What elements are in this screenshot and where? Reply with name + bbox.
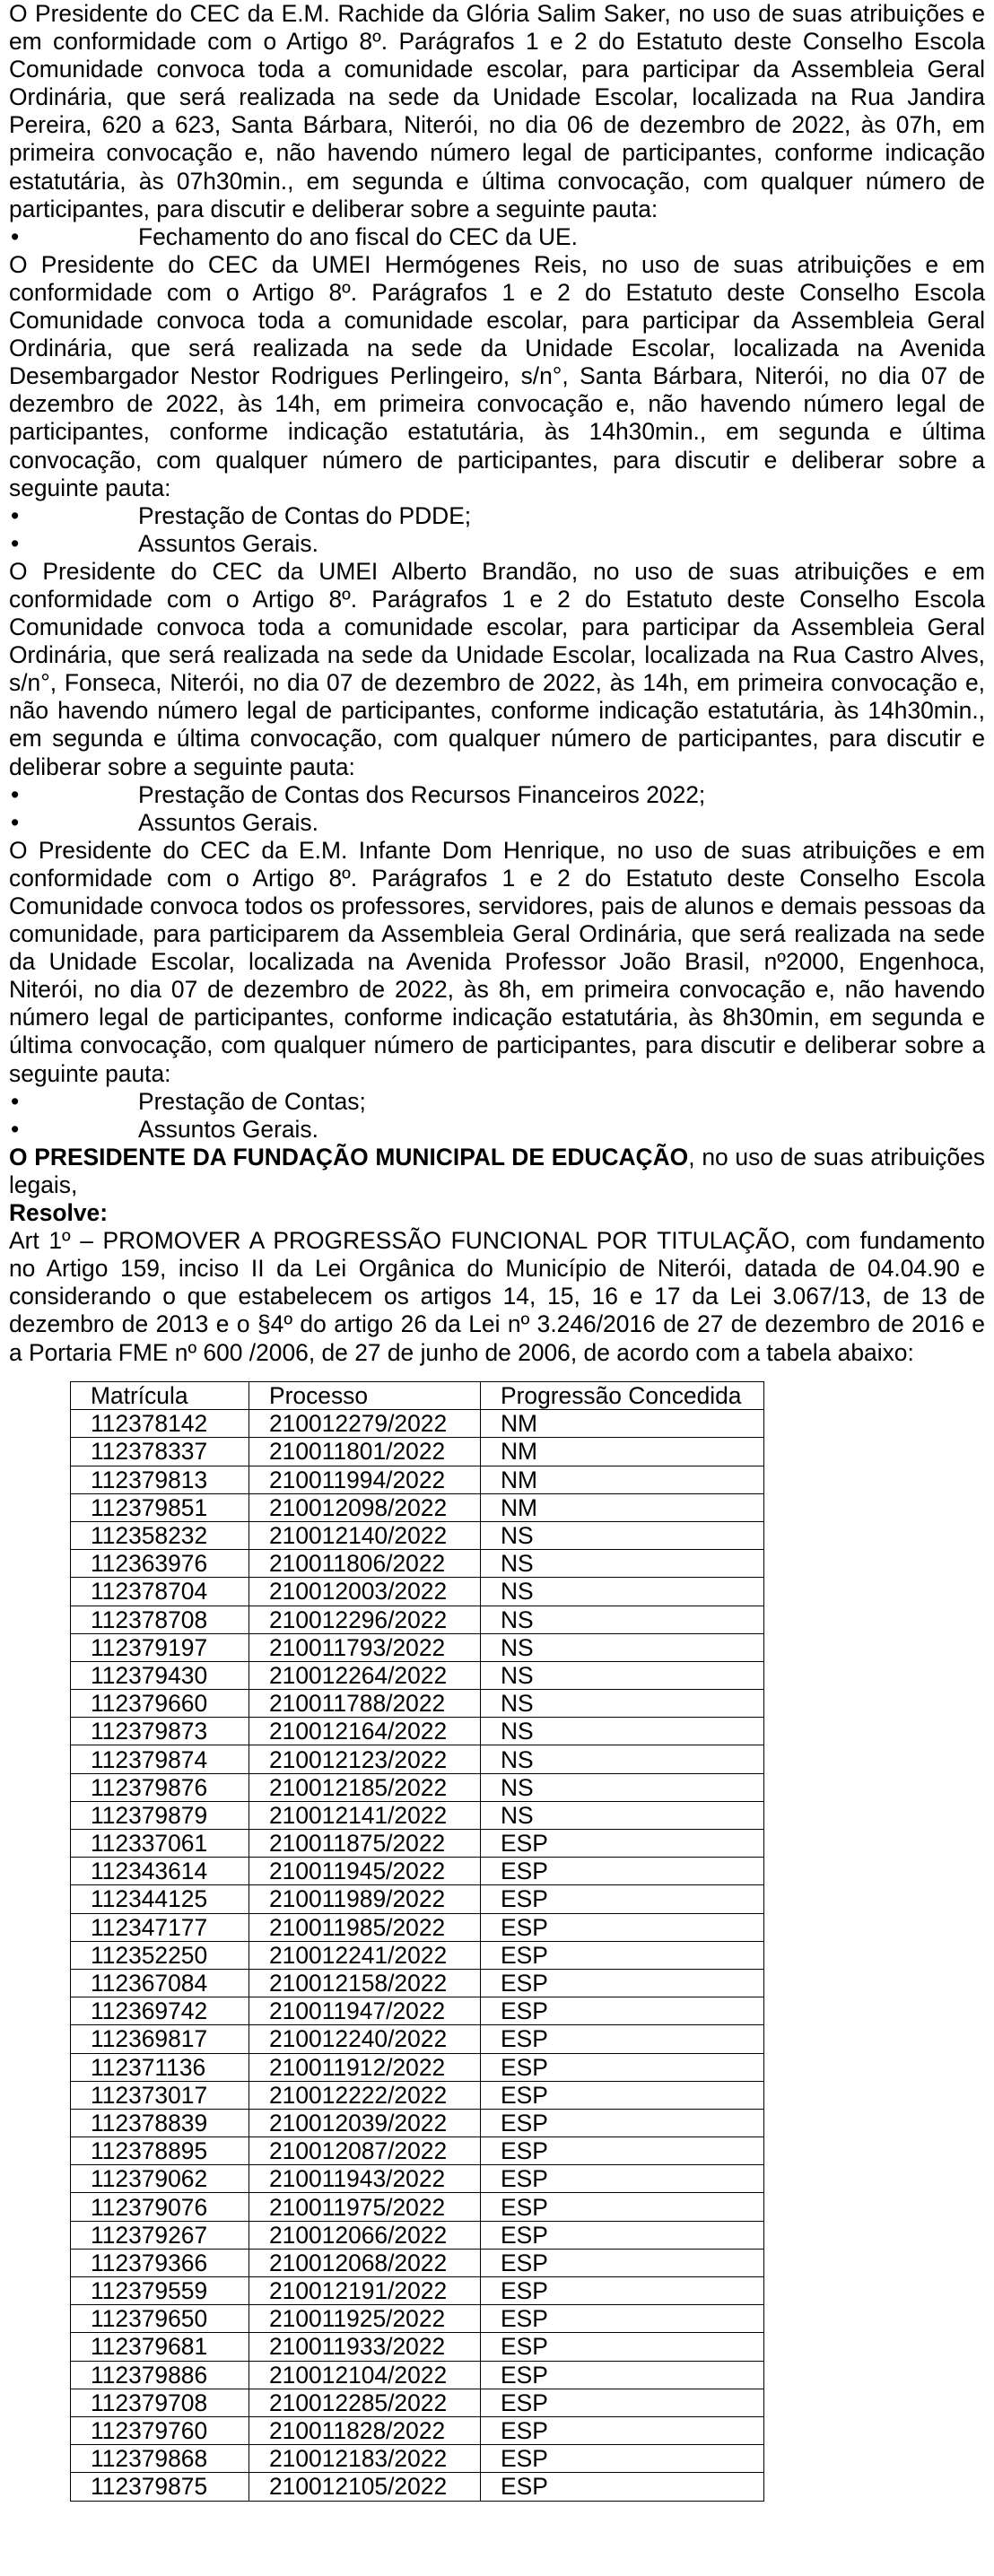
cell-matricula: 112358232	[71, 1521, 249, 1549]
table-row	[71, 1801, 764, 1829]
table-row	[71, 1633, 764, 1661]
cell-progressao: NS	[481, 1801, 764, 1829]
cell-matricula: 112378895	[71, 2137, 249, 2165]
table-header-row	[71, 1382, 764, 1410]
convocation-alberto	[9, 558, 985, 837]
cell-matricula: 112347177	[71, 1913, 249, 1941]
cell-matricula: 112369742	[71, 1997, 249, 2025]
table-row	[71, 2305, 764, 2333]
cell-progressao: ESP	[481, 2361, 764, 2389]
table-row	[71, 2165, 764, 2193]
cell-matricula: 112344125	[71, 1885, 249, 1913]
cell-progressao: ESP	[481, 2416, 764, 2444]
cell-processo: 210012123/2022	[249, 1745, 481, 1773]
cell-matricula: 112379559	[71, 2277, 249, 2305]
table-row	[71, 1885, 764, 1913]
resolution-heading-rest: , no uso de suas atribuições legais,	[9, 1143, 986, 1198]
table-row	[71, 1661, 764, 1689]
agenda-list	[9, 502, 985, 558]
cell-matricula: 112379760	[71, 2416, 249, 2444]
cell-matricula: 112379062	[71, 2165, 249, 2193]
cell-matricula: 112343614	[71, 1858, 249, 1885]
agenda-item: • Prestação de Contas;	[9, 1088, 985, 1116]
cell-progressao: NS	[481, 1633, 764, 1661]
cell-processo: 210011925/2022	[249, 2305, 481, 2333]
cell-matricula: 112373017	[71, 2081, 249, 2109]
cell-processo: 210012098/2022	[249, 1493, 481, 1521]
cell-progressao: ESP	[481, 2277, 764, 2305]
cell-matricula: 112379873	[71, 1718, 249, 1745]
cell-processo: 210012285/2022	[249, 2389, 481, 2416]
cell-processo: 210011801/2022	[249, 1438, 481, 1466]
cell-processo: 210011912/2022	[249, 2053, 481, 2081]
cell-processo: 210011989/2022	[249, 1885, 481, 1913]
resolve-label: Resolve:	[9, 1199, 109, 1227]
table-row	[71, 2193, 764, 2221]
cell-matricula: 112379876	[71, 1773, 249, 1801]
cell-progressao: ESP	[481, 1858, 764, 1885]
cell-progressao: ESP	[481, 2305, 764, 2333]
cell-matricula: 112378704	[71, 1578, 249, 1606]
cell-processo: 210012066/2022	[249, 2221, 481, 2249]
cell-matricula: 112378337	[71, 1438, 249, 1466]
table-row	[71, 1773, 764, 1801]
table-row	[71, 1466, 764, 1493]
cell-matricula: 112379879	[71, 1801, 249, 1829]
table-row	[71, 2109, 764, 2137]
resolution-authority: O PRESIDENTE DA FUNDAÇÃO MUNICIPAL DE EDUCAÇÃO	[9, 1143, 689, 1171]
cell-matricula: 112378839	[71, 2109, 249, 2137]
header-processo: Processo	[249, 1382, 481, 1410]
cell-processo: 210011994/2022	[249, 1466, 481, 1493]
cell-processo: 210012191/2022	[249, 2277, 481, 2305]
table-row	[71, 1493, 764, 1521]
cell-processo: 210011788/2022	[249, 1690, 481, 1718]
document-body	[9, 0, 985, 1367]
cell-progressao: ESP	[481, 2445, 764, 2473]
cell-matricula: 112363976	[71, 1550, 249, 1578]
cell-matricula: 112379366	[71, 2249, 249, 2276]
cell-matricula: 112379076	[71, 2193, 249, 2221]
cell-progressao: NS	[481, 1578, 764, 1606]
cell-matricula: 112378708	[71, 1606, 249, 1633]
cell-progressao: ESP	[481, 1941, 764, 1969]
cell-matricula: 112379267	[71, 2221, 249, 2249]
cell-progressao: ESP	[481, 1997, 764, 2025]
table-row	[71, 1830, 764, 1858]
agenda-list	[9, 781, 985, 837]
agenda-item: • Assuntos Gerais.	[9, 1116, 985, 1144]
cell-progressao: ESP	[481, 2221, 764, 2249]
cell-progressao: ESP	[481, 2249, 764, 2276]
table-row	[71, 1606, 764, 1633]
table-row	[71, 2137, 764, 2165]
cell-processo: 210012183/2022	[249, 2445, 481, 2473]
cell-progressao: ESP	[481, 2053, 764, 2081]
table-row	[71, 1745, 764, 1773]
cell-matricula: 112379851	[71, 1493, 249, 1521]
cell-matricula: 112379650	[71, 2305, 249, 2333]
table-row	[71, 1690, 764, 1718]
cell-progressao: ESP	[481, 2165, 764, 2193]
cell-progressao: NS	[481, 1690, 764, 1718]
cell-processo: 210012264/2022	[249, 1661, 481, 1689]
table-row	[71, 1997, 764, 2025]
table-row	[71, 2053, 764, 2081]
cell-matricula: 112379874	[71, 1745, 249, 1773]
cell-progressao: NS	[481, 1606, 764, 1633]
cell-processo: 210011985/2022	[249, 1913, 481, 1941]
agenda-item: • Prestação de Contas dos Recursos Financeiros 2022;	[9, 781, 985, 809]
table-row	[71, 2389, 764, 2416]
cell-matricula: 112379868	[71, 2445, 249, 2473]
convocation-paragraph: O Presidente do CEC da E.M. Rachide da Glória Salim Saker, no uso de suas atribuições e em conformidade com o Artigo 8º. Parágrafos 1 e 2 do Estatuto deste Conselho Escola Comunidade convoca toda a comunidade escolar, para participar da Assembleia Geral Ordinária, que será realizada na sede da Unidade Escolar, localizada na Rua Jandira Pereira, 620 a 623, Santa Bárbara, Niterói, no dia 06 de dezembro de 2022, às 07h, em primeira convocação e, não havendo número legal de participantes, conforme indicação estatutária, às 07h30min., em segunda e última convocação, com qualquer número de participantes, para discutir e deliberar sobre a seguinte pauta:	[9, 0, 985, 222]
convocation-rachide	[9, 0, 985, 251]
cell-processo: 210011933/2022	[249, 2333, 481, 2361]
table-row	[71, 1969, 764, 1997]
header-progressao: Progressão Concedida	[481, 1382, 764, 1410]
cell-progressao: NM	[481, 1410, 764, 1438]
cell-matricula: 112379681	[71, 2333, 249, 2361]
cell-matricula: 112379197	[71, 1633, 249, 1661]
table-row	[71, 1410, 764, 1438]
cell-progressao: ESP	[481, 1830, 764, 1858]
cell-progressao: ESP	[481, 1913, 764, 1941]
cell-processo: 210012105/2022	[249, 2473, 481, 2501]
cell-progressao: NS	[481, 1773, 764, 1801]
resolution	[9, 1144, 985, 1367]
cell-processo: 210012164/2022	[249, 1718, 481, 1745]
convocation-paragraph: O Presidente do CEC da UMEI Hermógenes Reis, no uso de suas atribuições e em conformidade com o Artigo 8º. Parágrafos 1 e 2 do Estatuto deste Conselho Escola Comunidade convoca toda a comunidade escolar, para participar da Assembleia Geral Ordinária, que será realizada na sede da Unidade Escolar, localizada na Avenida Desembargador Nestor Rodrigues Perlingeiro, s/n°, Santa Bárbara, Niterói, no dia 07 de dezembro de 2022, às 14h, em primeira convocação e, não havendo número legal de participantes, conforme indicação estatutária, às 14h30min., em segunda e última convocação, com qualquer número de participantes, para discutir e deliberar sobre a seguinte pauta:	[9, 250, 985, 501]
table-row	[71, 2025, 764, 2053]
table-row	[71, 1941, 764, 1969]
cell-processo: 210012039/2022	[249, 2109, 481, 2137]
cell-processo: 210012087/2022	[249, 2137, 481, 2165]
table-row	[71, 1718, 764, 1745]
cell-progressao: NS	[481, 1550, 764, 1578]
cell-matricula: 112378142	[71, 1410, 249, 1438]
table-row	[71, 2333, 764, 2361]
table-row	[71, 2081, 764, 2109]
agenda-item: • Assuntos Gerais.	[9, 809, 985, 837]
table-row	[71, 1858, 764, 1885]
table-row	[71, 1521, 764, 1549]
cell-processo: 210011945/2022	[249, 1858, 481, 1885]
cell-progressao: ESP	[481, 2193, 764, 2221]
table-body	[71, 1410, 764, 2501]
agenda-item: • Assuntos Gerais.	[9, 530, 985, 558]
cell-matricula: 112379813	[71, 1466, 249, 1493]
cell-processo: 210012279/2022	[249, 1410, 481, 1438]
cell-progressao: NS	[481, 1718, 764, 1745]
cell-matricula: 112369817	[71, 2025, 249, 2053]
header-matricula: Matrícula	[71, 1382, 249, 1410]
table-row	[71, 1550, 764, 1578]
convocation-hermogenes	[9, 251, 985, 558]
cell-progressao: NS	[481, 1745, 764, 1773]
cell-progressao: NS	[481, 1661, 764, 1689]
cell-progressao: NM	[481, 1438, 764, 1466]
cell-matricula: 112379886	[71, 2361, 249, 2389]
cell-processo: 210012003/2022	[249, 1578, 481, 1606]
cell-matricula: 112379708	[71, 2389, 249, 2416]
cell-progressao: ESP	[481, 2389, 764, 2416]
cell-progressao: ESP	[481, 1885, 764, 1913]
cell-processo: 210011875/2022	[249, 1830, 481, 1858]
table-row	[71, 2221, 764, 2249]
cell-progressao: ESP	[481, 2081, 764, 2109]
table-row	[71, 2416, 764, 2444]
cell-processo: 210012240/2022	[249, 2025, 481, 2053]
table-row	[71, 2249, 764, 2276]
cell-progressao: NS	[481, 1521, 764, 1549]
cell-processo: 210012222/2022	[249, 2081, 481, 2109]
cell-processo: 210012104/2022	[249, 2361, 481, 2389]
article-1: Art 1º – PROMOVER A PROGRESSÃO FUNCIONAL POR TITULAÇÃO, com fundamento no Artigo 159, inciso II da Lei Orgânica do Município de Niterói, datada de 04.04.90 e considerando o que estabelecem os artigos 14, 15, 16 e 17 da Lei 3.067/13, de 13 de dezembro de 2013 e o §4º do artigo 26 da Lei nº 3.246/2016 de 27 de dezembro de 2016 e a Portaria FME nº 600 /2006, de 27 de junho de 2006, de acordo com a tabela abaixo:	[9, 1227, 985, 1366]
cell-processo: 210011975/2022	[249, 2193, 481, 2221]
table-row	[71, 2445, 764, 2473]
cell-processo: 210011947/2022	[249, 1997, 481, 2025]
cell-matricula: 112337061	[71, 1830, 249, 1858]
table-row	[71, 1913, 764, 1941]
convocation-infante	[9, 837, 985, 1144]
cell-progressao: ESP	[481, 2473, 764, 2501]
cell-matricula: 112379875	[71, 2473, 249, 2501]
table-row	[71, 1578, 764, 1606]
cell-matricula: 112352250	[71, 1941, 249, 1969]
cell-progressao: NM	[481, 1466, 764, 1493]
cell-progressao: ESP	[481, 2137, 764, 2165]
agenda-list	[9, 223, 985, 251]
cell-matricula: 112367084	[71, 1969, 249, 1997]
cell-processo: 210012185/2022	[249, 1773, 481, 1801]
convocation-paragraph: O Presidente do CEC da E.M. Infante Dom Henrique, no uso de suas atribuições e em conformidade com o Artigo 8º. Parágrafos 1 e 2 do Estatuto deste Conselho Escola Comunidade convoca todos os professores, servidores, pais de alunos e demais pessoas da comunidade, para participarem da Assembleia Geral Ordinária, que será realizada na sede da Unidade Escolar, localizada na Avenida Professor João Brasil, nº2000, Engenhoca, Niterói, no dia 07 de dezembro de 2022, às 8h, em primeira convocação e, não havendo número legal de participantes, conforme indicação estatutária, às 8h30min, em segunda e última convocação, com qualquer número de participantes, para discutir e deliberar sobre a seguinte pauta:	[9, 836, 985, 1087]
cell-progressao: ESP	[481, 2333, 764, 2361]
table-row	[71, 2277, 764, 2305]
cell-processo: 210011943/2022	[249, 2165, 481, 2193]
cell-processo: 210012158/2022	[249, 1969, 481, 1997]
cell-processo: 210011806/2022	[249, 1550, 481, 1578]
cell-processo: 210012241/2022	[249, 1941, 481, 1969]
cell-progressao: NM	[481, 1493, 764, 1521]
cell-processo: 210012296/2022	[249, 1606, 481, 1633]
cell-processo: 210012141/2022	[249, 1801, 481, 1829]
cell-progressao: ESP	[481, 2109, 764, 2137]
agenda-list	[9, 1088, 985, 1144]
table-row	[71, 1438, 764, 1466]
convocation-paragraph: O Presidente do CEC da UMEI Alberto Brandão, no uso de suas atribuições e em conformidade com o Artigo 8º. Parágrafos 1 e 2 do Estatuto deste Conselho Escola Comunidade convoca toda a comunidade escolar, para participar da Assembleia Geral Ordinária, que será realizada na sede da Unidade Escolar, localizada na Rua Castro Alves, s/n°, Fonseca, Niterói, no dia 07 de dezembro de 2022, às 14h, em primeira convocação e, não havendo número legal de participantes, conforme indicação estatutária, às 14h30min., em segunda e última convocação, com qualquer número de participantes, para discutir e deliberar sobre a seguinte pauta:	[9, 557, 985, 780]
cell-progressao: ESP	[481, 2025, 764, 2053]
cell-processo: 210012140/2022	[249, 1521, 481, 1549]
table-row	[71, 2473, 764, 2501]
cell-processo: 210011793/2022	[249, 1633, 481, 1661]
agenda-item: • Prestação de Contas do PDDE;	[9, 502, 985, 530]
cell-processo: 210011828/2022	[249, 2416, 481, 2444]
table-row	[71, 2361, 764, 2389]
cell-progressao: ESP	[481, 1969, 764, 1997]
progression-table	[70, 1381, 764, 2502]
resolution-heading	[9, 1144, 985, 1199]
cell-processo: 210012068/2022	[249, 2249, 481, 2276]
cell-matricula: 112371136	[71, 2053, 249, 2081]
cell-matricula: 112379430	[71, 1661, 249, 1689]
cell-matricula: 112379660	[71, 1690, 249, 1718]
agenda-item: • Fechamento do ano fiscal do CEC da UE.	[9, 223, 985, 251]
